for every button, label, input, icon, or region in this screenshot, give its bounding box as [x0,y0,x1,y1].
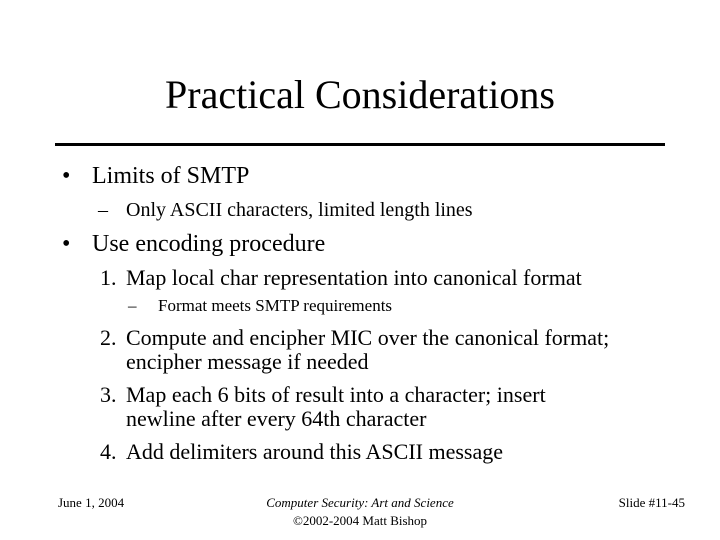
bullet-marker: • [62,231,71,257]
step-number: 4. [100,439,117,464]
slide-title: Practical Considerations [165,72,555,117]
bullet-marker: • [62,163,71,189]
bullet-text: Use encoding procedure [92,231,326,257]
subbullet-text: Format meets SMTP requirements [158,296,393,315]
dash-marker: – [98,199,108,221]
bullet-text: Limits of SMTP [92,163,250,189]
footer-date: June 1, 2004 [58,495,125,510]
footer-copyright: ©2002-2004 Matt Bishop [292,513,428,528]
step-number: 2. [100,325,117,350]
dash-marker: – [128,296,137,315]
step-text-line1: Map each 6 bits of result into a character; insert [126,382,546,407]
subbullet-text: Only ASCII characters, limited length lines [126,199,473,221]
step-number: 1. [100,265,117,290]
step-text-line2: newline after every 64th character [126,406,427,431]
step-text: Add delimiters around this ASCII message [126,439,504,464]
footer-book-title: Computer Security: Art and Science [266,495,454,510]
footer-slide-number: Slide #11-45 [618,495,685,510]
step-text-line2: encipher message if needed [126,349,369,374]
step-text: Map local char representation into canonical format [126,265,582,290]
title-divider [55,143,665,146]
step-number: 3. [100,382,117,407]
footer-credit [220,494,500,530]
step-text-line1: Compute and encipher MIC over the canonical format; [126,325,610,350]
